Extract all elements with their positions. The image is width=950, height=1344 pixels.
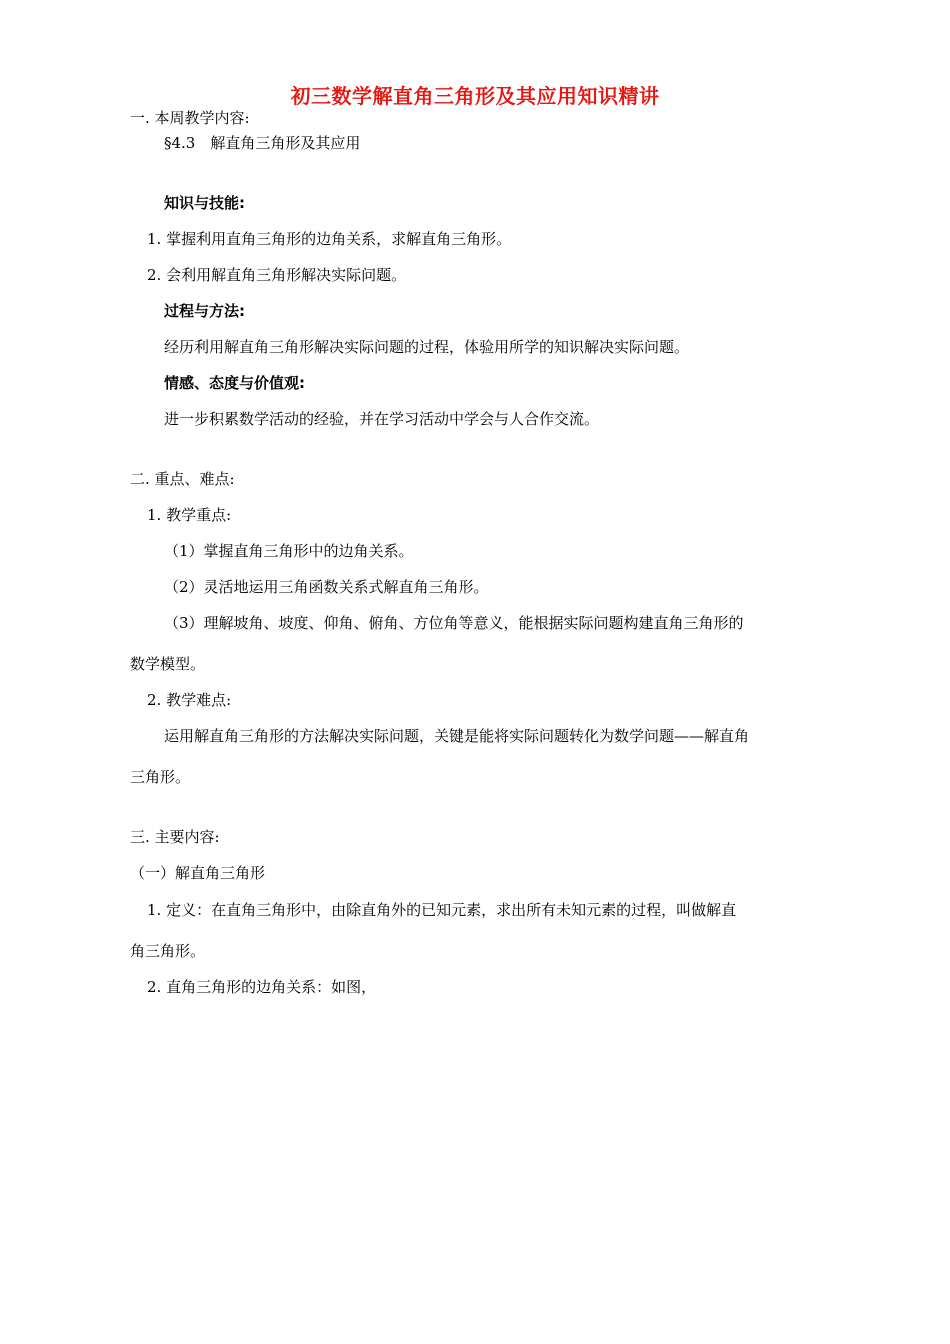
- side-angle-relation: 2. 直角三角形的边角关系：如图，: [147, 978, 377, 996]
- key-points-heading: 1. 教学重点:: [147, 506, 232, 524]
- key-point-3-line-2: 数学模型。: [130, 655, 206, 673]
- definition-line-1: 1. 定义：在直角三角形中，由除直角外的已知元素，求出所有未知元素的过程，叫做解直: [147, 901, 737, 919]
- definition-line-2: 角三角形。: [130, 942, 206, 960]
- attitude-text: 进一步积累数学活动的经验，并在学习活动中学会与人合作交流。: [164, 410, 600, 428]
- skills-heading: 知识与技能:: [164, 194, 245, 212]
- key-point-2: （2）灵活地运用三角函数关系式解直角三角形。: [164, 578, 489, 596]
- key-point-3-line-1: （3）理解坡角、坡度、仰角、俯角、方位角等意义，能根据实际问题构建直角三角形的: [164, 614, 744, 632]
- attitude-heading: 情感、态度与价值观:: [164, 374, 305, 392]
- section-1-heading: 一. 本周教学内容:: [130, 109, 250, 127]
- section-2-heading: 二. 重点、难点:: [130, 470, 235, 488]
- difficulty-line-2: 三角形。: [130, 768, 191, 786]
- section-3-heading: 三. 主要内容:: [130, 828, 220, 846]
- subsection-heading: （一）解直角三角形: [130, 864, 266, 882]
- difficulty-line-1: 运用解直角三角形的方法解决实际问题，关键是能将实际问题转化为数学问题——解直角: [164, 727, 750, 745]
- difficulty-heading: 2. 教学难点:: [147, 691, 232, 709]
- key-point-1: （1）掌握直角三角形中的边角关系。: [164, 542, 414, 560]
- process-text: 经历利用解直角三角形解决实际问题的过程，体验用所学的知识解决实际问题。: [164, 338, 690, 356]
- skill-item-1: 1. 掌握利用直角三角形的边角关系，求解直角三角形。: [147, 230, 512, 248]
- process-heading: 过程与方法:: [164, 302, 245, 320]
- document-title: 初三数学解直角三角形及其应用知识精讲: [290, 84, 660, 108]
- skill-item-2: 2. 会利用解直角三角形解决实际问题。: [147, 266, 407, 284]
- section-reference: §4.3 解直角三角形及其应用: [164, 134, 361, 152]
